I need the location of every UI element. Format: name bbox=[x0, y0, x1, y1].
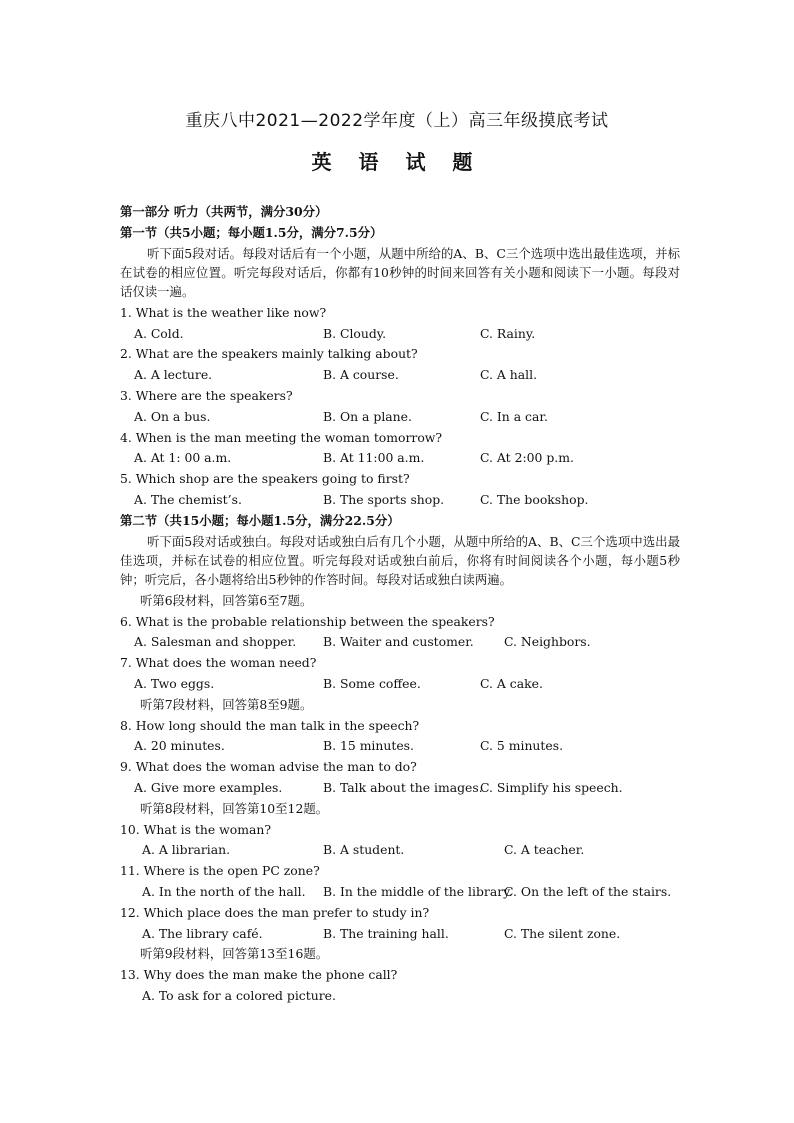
options-4 bbox=[120, 448, 680, 469]
option-c: C. On the left of the stairs. bbox=[504, 883, 672, 899]
options-3 bbox=[120, 407, 680, 428]
question-7: 7. What does the woman need? bbox=[120, 655, 317, 671]
question-10: 10. What is the woman? bbox=[120, 821, 271, 837]
option-b: B. The training hall. bbox=[323, 925, 449, 941]
listen-instruction: 听第6段材料，回答第6至7题。 bbox=[140, 592, 313, 608]
option-a: A. In the north of the hall. bbox=[142, 883, 306, 899]
question-13: 13. Why does the man make the phone call? bbox=[120, 967, 398, 983]
option-a: A. At 1: 00 a.m. bbox=[134, 450, 232, 466]
option-b: B. Talk about the images. bbox=[323, 779, 483, 795]
option-c: C. A teacher. bbox=[504, 842, 585, 858]
options-5 bbox=[120, 490, 680, 511]
question-3: 3. Where are the speakers? bbox=[120, 388, 293, 403]
option-a: A. Cold. bbox=[134, 325, 184, 341]
listen-instruction: 听第7段材料，回答第8至9题。 bbox=[140, 696, 313, 712]
option-c: C. Neighbors. bbox=[504, 634, 591, 650]
page-title: 重庆八中2021—2022学年度（上）高三年级摸底考试 bbox=[185, 111, 609, 131]
option-c: C. Simplify his speech. bbox=[480, 779, 623, 795]
question-5: 5. Which shop are the speakers going to first? bbox=[120, 471, 410, 487]
option-b: B. A course. bbox=[323, 367, 399, 383]
question-2: 2. What are the speakers mainly talking about? bbox=[120, 346, 418, 362]
option-a: A. A librarian. bbox=[142, 842, 231, 858]
options-1 bbox=[120, 324, 680, 345]
option-a: A. 20 minutes. bbox=[134, 738, 225, 754]
question-1: 1. What is the weather like now? bbox=[120, 304, 327, 320]
option-c: C. The silent zone. bbox=[504, 925, 621, 941]
exam-content bbox=[120, 202, 680, 1007]
page-subtitle: 英 语 试 题 bbox=[311, 150, 483, 174]
option-b: B. The sports shop. bbox=[323, 491, 445, 507]
options-9 bbox=[120, 778, 680, 799]
option-a: A. Give more examples. bbox=[134, 779, 283, 795]
question-11: 11. Where is the open PC zone? bbox=[120, 863, 320, 879]
options-8 bbox=[120, 736, 680, 757]
section-heading: 第一节（共5小题；每小题1.5分，满分7.5分） bbox=[120, 224, 383, 240]
option-b: B. 15 minutes. bbox=[323, 738, 414, 754]
option-a: A. A lecture. bbox=[134, 367, 213, 383]
option-a: A. Salesman and shopper. bbox=[134, 634, 297, 650]
options-13 bbox=[120, 986, 680, 1007]
option-b: B. Some coffee. bbox=[323, 675, 421, 691]
option-a: A. On a bus. bbox=[134, 408, 211, 424]
option-c: C. At 2:00 p.m. bbox=[480, 450, 574, 466]
option-c: C. In a car. bbox=[480, 408, 548, 424]
question-12: 12. Which place does the man prefer to study in? bbox=[120, 904, 430, 920]
part-heading: 第一部分 听力（共两节，满分30分） bbox=[120, 204, 328, 219]
listen-instruction: 听第8段材料，回答第10至12题。 bbox=[140, 800, 329, 816]
option-b: B. At 11:00 a.m. bbox=[323, 450, 425, 466]
options-10 bbox=[120, 840, 680, 861]
options-2 bbox=[120, 365, 680, 386]
option-c: C. A hall. bbox=[480, 367, 538, 383]
listen-instruction: 听第9段材料，回答第13至16题。 bbox=[140, 946, 329, 962]
options-11 bbox=[120, 882, 680, 903]
option-a: A. The chemist’s. bbox=[134, 491, 242, 507]
section-instructions: 听下面5段对话。每段对话后有一个小题，从题中所给的A、B、C三个选项中选出最佳选项，并标在试卷的相应位置。听完每段对话后，你都有10秒钟的时间来回答有关小题和阅读下一小题。每段对话仅读一遍。 bbox=[120, 245, 680, 300]
option-b: B. Waiter and customer. bbox=[323, 634, 474, 650]
section-instructions: 听下面5段对话或独白。每段对话或独白后有几个小题，从题中所给的A、B、C三个选项中选出最佳选项，并标在试卷的相应位置。听完每段对话或独白前后，你将有时间阅读各个小题，每小题5秒钟；听完后，各小题将给出5秒钟的作答时间。每段对话或独白读两遍。 bbox=[120, 533, 680, 588]
option-a: A. The library café. bbox=[142, 925, 263, 941]
question-6: 6. What is the probable relationship between the speakers? bbox=[120, 613, 495, 629]
options-6 bbox=[120, 632, 680, 653]
option-c: C. Rainy. bbox=[480, 325, 536, 341]
option-b: B. In the middle of the library. bbox=[323, 883, 513, 899]
options-7 bbox=[120, 674, 680, 695]
option-b: B. Cloudy. bbox=[323, 325, 387, 341]
option-b: B. On a plane. bbox=[323, 408, 412, 424]
option-c: C. A cake. bbox=[480, 675, 543, 691]
option-c: C. The bookshop. bbox=[480, 491, 589, 507]
question-9: 9. What does the woman advise the man to do? bbox=[120, 759, 417, 775]
option-b: B. A student. bbox=[323, 842, 405, 858]
question-4: 4. When is the man meeting the woman tomorrow? bbox=[120, 429, 443, 445]
options-12 bbox=[120, 924, 680, 945]
option-a: A. To ask for a colored picture. bbox=[142, 987, 336, 1003]
section-heading: 第二节（共15小题；每小题1.5分，满分22.5分） bbox=[120, 512, 400, 528]
option-c: C. 5 minutes. bbox=[480, 738, 564, 754]
question-8: 8. How long should the man talk in the speech? bbox=[120, 717, 420, 733]
option-a: A. Two eggs. bbox=[134, 675, 215, 691]
